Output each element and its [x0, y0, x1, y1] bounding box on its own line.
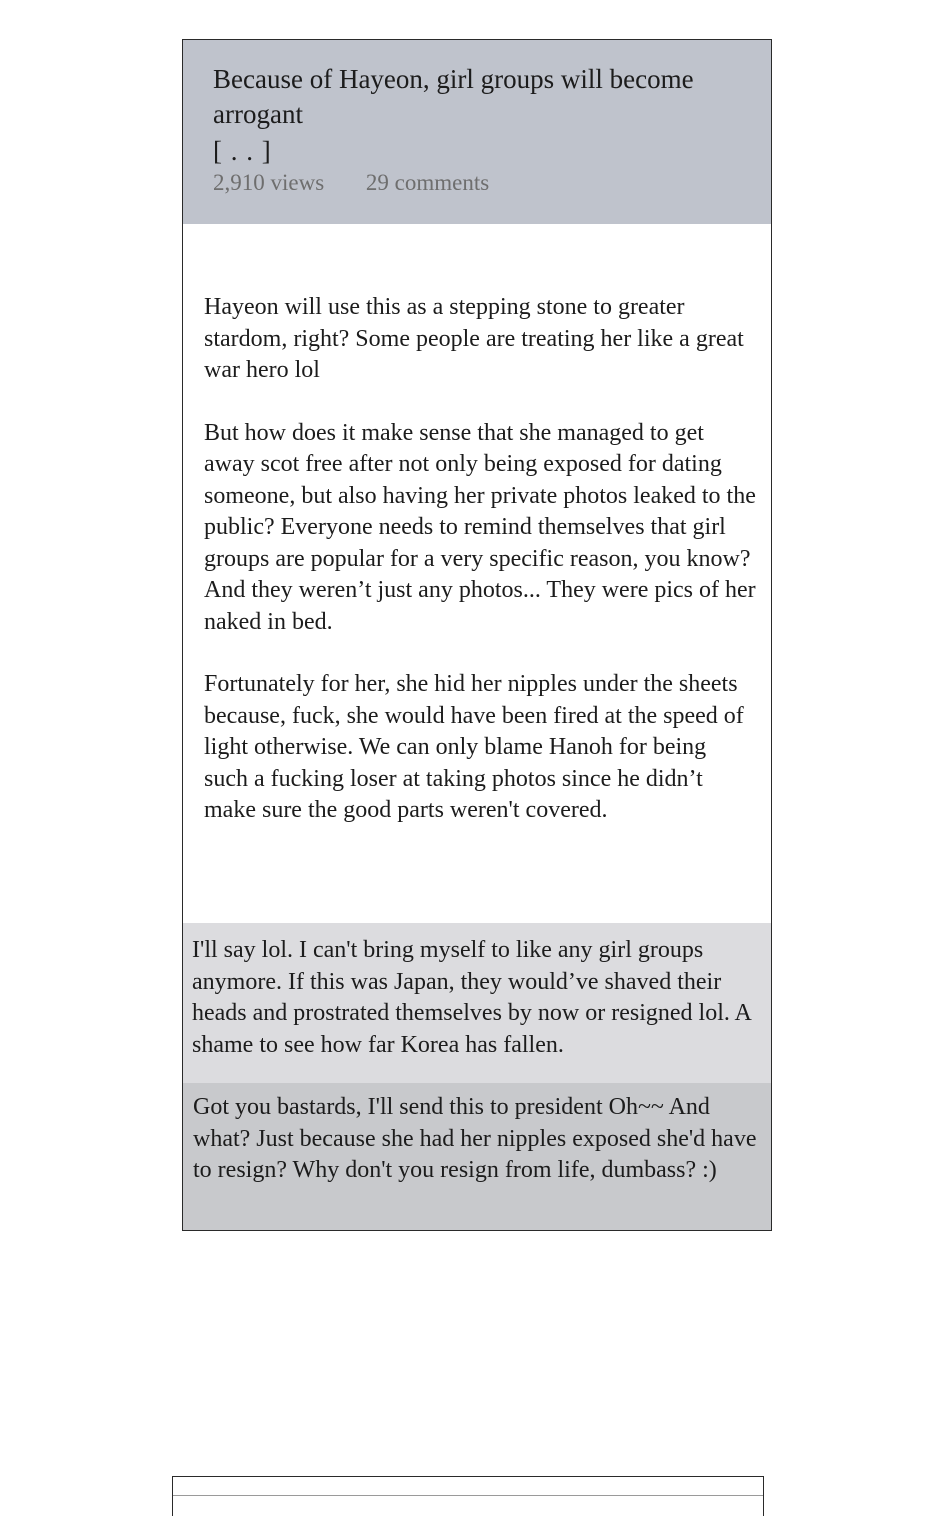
comment-count[interactable]: 29 comments: [365, 170, 490, 195]
post-paragraph: Fortunately for her, she hid her nipples under the sheets because, fuck, she would have been fired at the speed of light otherwise. We can only blame Hanoh for being such a fucking loser at taking photos since he didn’t make sure the good parts weren't covered.: [204, 671, 744, 823]
post-body: [204, 292, 756, 858]
view-count: 2,910 views: [213, 170, 325, 195]
ellipsis-indicator: [ . . ]: [213, 136, 272, 166]
reply-text: I'll say lol. I can't bring myself to like any girl groups anymore. If this was Japan, they would’ve shaved their heads and prostrated themselves by now or resigned lol. A shame to see how far Korea has fallen.: [192, 937, 751, 1058]
reply-comment: [183, 1083, 771, 1231]
post-header: [183, 40, 771, 224]
reply-comment: [183, 923, 771, 1083]
post-stats: [213, 168, 489, 198]
reply-text: Got you bastards, I'll send this to president Oh~~ And what? Just because she had her nipples exposed she'd have to resign? Why don't you resign from life, dumbass? :): [193, 1094, 757, 1183]
post-title[interactable]: Because of Hayeon, girl groups will become arrogant: [213, 64, 694, 129]
forum-post-panel: [182, 39, 772, 1231]
post-paragraph: But how does it make sense that she managed to get away scot free after not only being exposed for dating someone, but also having her private photos leaked to the public? Everyone needs to remind themselves that girl groups are popular for a very specific reason, you know? And they weren’t just any photos... They were pics of her naked in bed.: [204, 419, 756, 635]
divider: [173, 1495, 763, 1496]
post-paragraph: Hayeon will use this as a stepping stone to greater stardom, right? Some people are treating her like a great war hero lol: [204, 294, 744, 383]
next-panel-frame: [172, 1476, 764, 1516]
